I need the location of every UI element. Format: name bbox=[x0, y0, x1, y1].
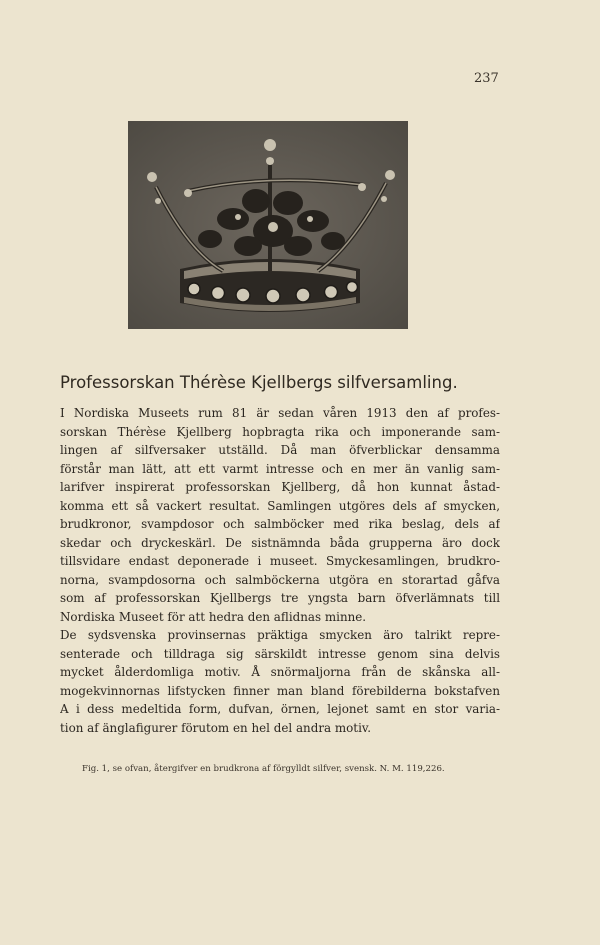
body-line: Nordiska Museet för att hedra den aflidnas minne. bbox=[60, 609, 367, 624]
body-line: lingen af silfversaker utställd. Då man öfverblickar densamma bbox=[60, 443, 500, 457]
figure-caption: Fig. 1, se ofvan, återgifver en brudkrona af förgylldt silfver, svensk. N. M. 119,226. bbox=[82, 764, 445, 774]
body-line: komma ett så vackert resultat. Samlingen utgöres dels af smycken, bbox=[60, 498, 500, 513]
body-line: tion af änglafigurer förutom en hel del andra motiv. bbox=[60, 720, 371, 735]
body-line: A i dess medeltida form, dufvan, örnen, lejonet samt en stor varia- bbox=[60, 702, 500, 716]
body-line: tillsvidare endast deponerade i museet. Smyckesamlingen, brudkro- bbox=[60, 554, 500, 568]
body-line: skedar och dryckeskärl. De sistnämnda båda grupperna äro dock bbox=[60, 535, 500, 550]
crown-illustration bbox=[128, 121, 408, 329]
body-line: mogekvinnornas lifstycken finner man bland förebilderna bokstafven bbox=[60, 683, 500, 698]
body-line: mycket ålderdomliga motiv. Å snörmaljorna från de skånska all- bbox=[60, 665, 500, 679]
body-line: senterade och tilldraga sig särskildt intresse genom sina delvis bbox=[60, 646, 500, 661]
article-body bbox=[60, 404, 500, 737]
body-line: förstår man lätt, att ett varmt intresse och en mer än vanlig sam- bbox=[60, 461, 500, 476]
article-title: Professorskan Thérèse Kjellbergs silfversamling. bbox=[60, 373, 458, 392]
page-number: 237 bbox=[474, 71, 499, 86]
crown-photo bbox=[128, 121, 408, 329]
body-line: De sydsvenska provinsernas präktiga smycken äro talrikt repre- bbox=[60, 628, 500, 642]
body-line: larifver inspirerat professorskan Kjellberg, då hon kunnat åstad- bbox=[60, 480, 500, 494]
body-line: brudkronor, svampdosor och salmböcker med rika beslag, dels af bbox=[60, 517, 500, 531]
body-line: sorskan Thérèse Kjellberg hopbragta rika och imponerande sam- bbox=[60, 424, 500, 439]
body-line: I Nordiska Museets rum 81 är sedan våren 1913 den af profes- bbox=[60, 406, 500, 420]
body-line: som af professorskan Kjellbergs tre yngsta barn öfverlämnats till bbox=[60, 591, 500, 605]
body-line: norna, svampdosorna och salmböckerna utgöra en storartad gåfva bbox=[60, 572, 500, 587]
